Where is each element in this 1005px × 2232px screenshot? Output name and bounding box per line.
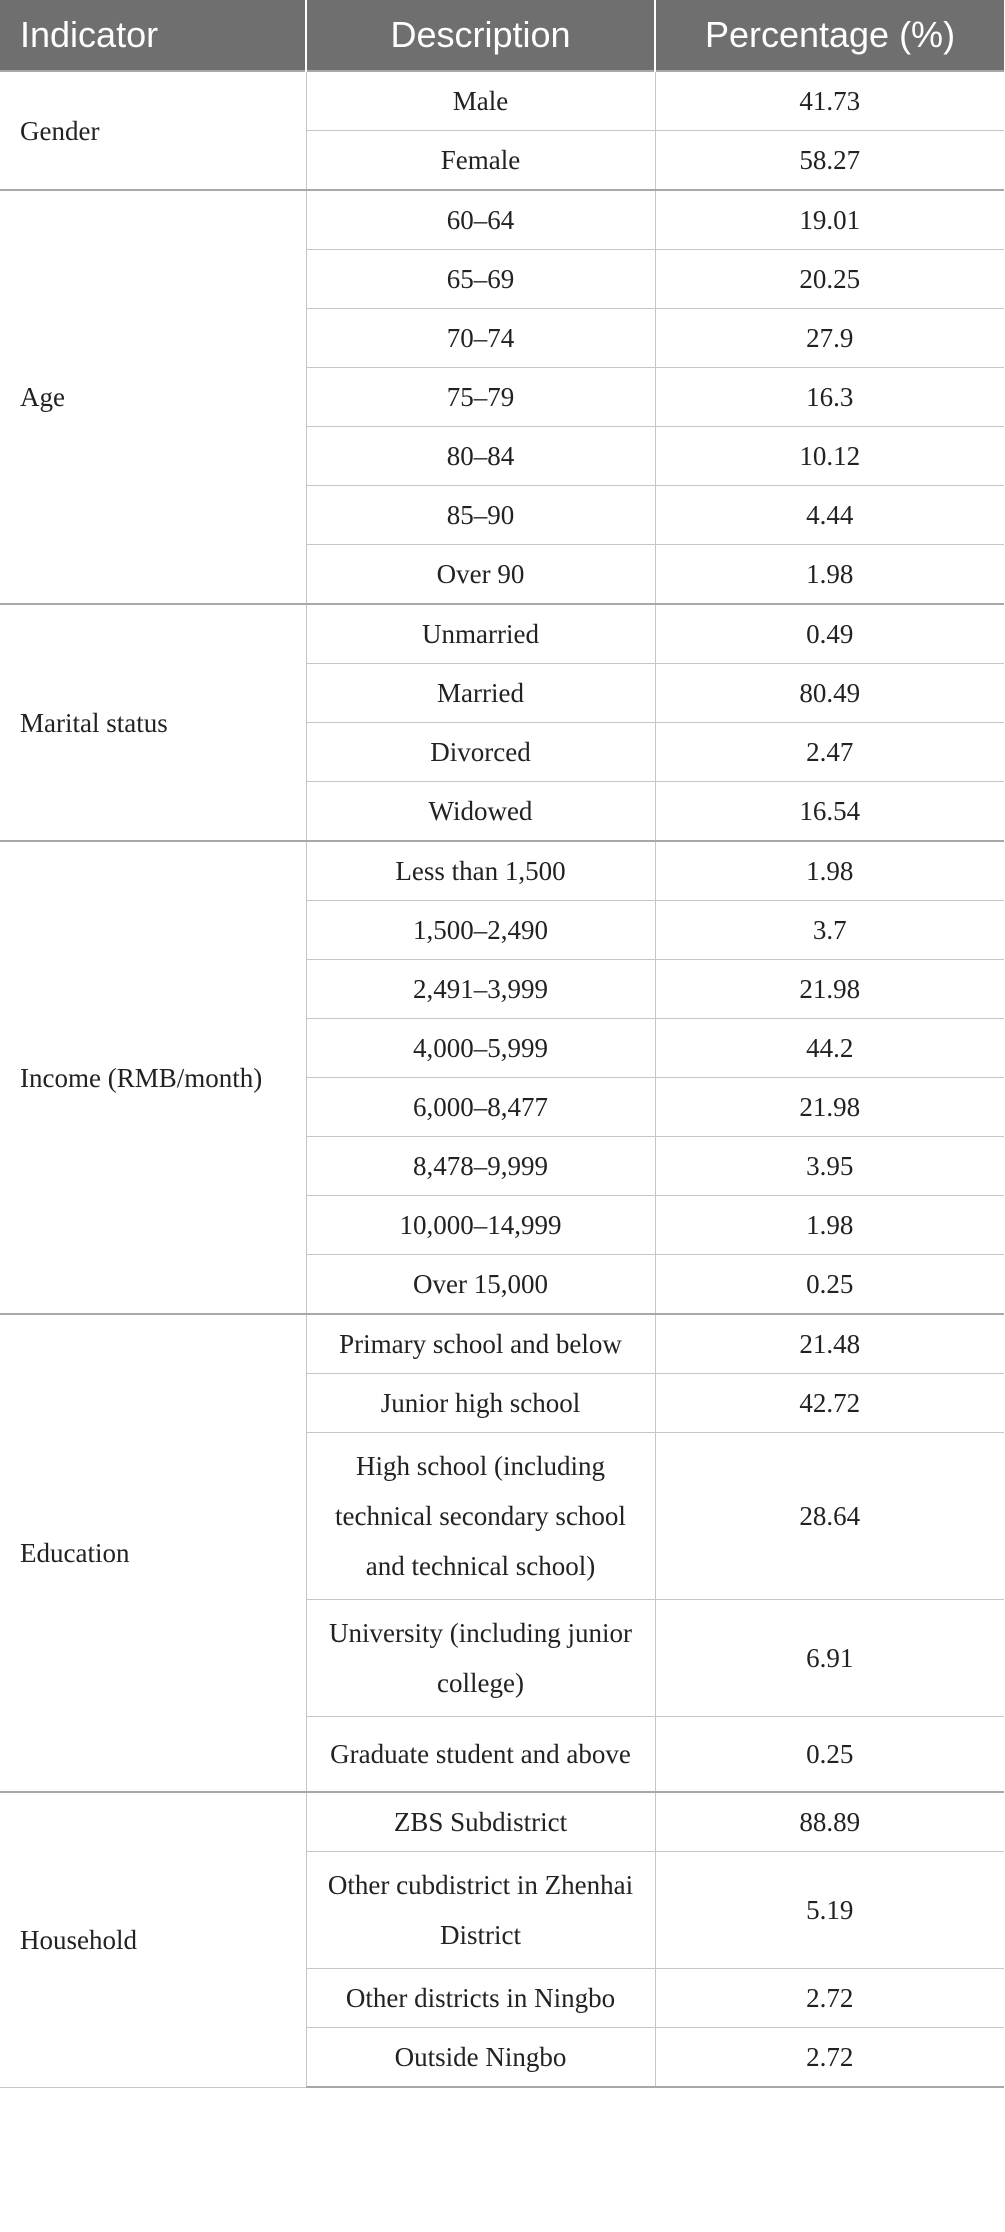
description-cell: 1,500–2,490: [306, 901, 655, 960]
percentage-cell: 88.89: [655, 1792, 1004, 1852]
percentage-cell: 1.98: [655, 1196, 1004, 1255]
percentage-cell: 1.98: [655, 545, 1004, 605]
description-cell: Married: [306, 664, 655, 723]
description-cell: 60–64: [306, 190, 655, 250]
percentage-cell: 4.44: [655, 486, 1004, 545]
description-cell: Primary school and below: [306, 1314, 655, 1374]
description-cell: 4,000–5,999: [306, 1019, 655, 1078]
description-cell: 6,000–8,477: [306, 1078, 655, 1137]
table-header: [0, 0, 1004, 71]
description-cell: ZBS Subdistrict: [306, 1792, 655, 1852]
description-cell: Over 15,000: [306, 1255, 655, 1315]
description-cell: Female: [306, 131, 655, 191]
indicator-cell-income: Income (RMB/month): [0, 841, 306, 1314]
description-cell: 10,000–14,999: [306, 1196, 655, 1255]
percentage-cell: 21.98: [655, 1078, 1004, 1137]
description-cell: Junior high school: [306, 1374, 655, 1433]
table-row: [0, 190, 1004, 250]
description-cell: 85–90: [306, 486, 655, 545]
header-row: [0, 0, 1004, 71]
percentage-cell: 16.54: [655, 782, 1004, 842]
percentage-cell: 0.25: [655, 1717, 1004, 1793]
description-cell: 8,478–9,999: [306, 1137, 655, 1196]
percentage-cell: 2.47: [655, 723, 1004, 782]
description-cell: University (including junior college): [306, 1600, 655, 1717]
table-row: [0, 841, 1004, 901]
description-cell: Widowed: [306, 782, 655, 842]
percentage-cell: 58.27: [655, 131, 1004, 191]
percentage-cell: 20.25: [655, 250, 1004, 309]
percentage-cell: 21.98: [655, 960, 1004, 1019]
table-body: [0, 71, 1004, 2087]
percentage-cell: 21.48: [655, 1314, 1004, 1374]
percentage-cell: 28.64: [655, 1433, 1004, 1600]
indicator-cell-age: Age: [0, 190, 306, 604]
percentage-cell: 19.01: [655, 190, 1004, 250]
indicator-cell-gender: Gender: [0, 71, 306, 190]
indicator-column-header: Indicator: [0, 0, 306, 71]
percentage-cell: 27.9: [655, 309, 1004, 368]
percentage-cell: 2.72: [655, 1969, 1004, 2028]
indicator-cell-marital-status: Marital status: [0, 604, 306, 841]
description-column-header: Description: [306, 0, 655, 71]
description-cell: Over 90: [306, 545, 655, 605]
description-cell: 70–74: [306, 309, 655, 368]
indicator-cell-household: Household: [0, 1792, 306, 2087]
percentage-cell: 80.49: [655, 664, 1004, 723]
percentage-cell: 16.3: [655, 368, 1004, 427]
description-cell: 65–69: [306, 250, 655, 309]
percentage-cell: 3.7: [655, 901, 1004, 960]
table-row: [0, 71, 1004, 131]
percentage-cell: 6.91: [655, 1600, 1004, 1717]
percentage-cell: 1.98: [655, 841, 1004, 901]
percentage-cell: 3.95: [655, 1137, 1004, 1196]
description-cell: Outside Ningbo: [306, 2028, 655, 2088]
table-row: [0, 1314, 1004, 1374]
percentage-cell: 10.12: [655, 427, 1004, 486]
description-cell: Divorced: [306, 723, 655, 782]
description-cell: 2,491–3,999: [306, 960, 655, 1019]
indicator-cell-education: Education: [0, 1314, 306, 1792]
description-cell: High school (including technical secondary school and technical school): [306, 1433, 655, 1600]
percentage-cell: 0.25: [655, 1255, 1004, 1315]
description-cell: 75–79: [306, 368, 655, 427]
percentage-cell: 41.73: [655, 71, 1004, 131]
percentage-cell: 0.49: [655, 604, 1004, 664]
description-cell: Male: [306, 71, 655, 131]
percentage-cell: 5.19: [655, 1852, 1004, 1969]
description-cell: Unmarried: [306, 604, 655, 664]
description-cell: Graduate student and above: [306, 1717, 655, 1793]
percentage-cell: 42.72: [655, 1374, 1004, 1433]
percentage-cell: 44.2: [655, 1019, 1004, 1078]
table-row: [0, 1792, 1004, 1852]
percentage-cell: 2.72: [655, 2028, 1004, 2088]
percentage-column-header: Percentage (%): [655, 0, 1004, 71]
description-cell: Other districts in Ningbo: [306, 1969, 655, 2028]
description-cell: Other cubdistrict in Zhenhai District: [306, 1852, 655, 1969]
description-cell: Less than 1,500: [306, 841, 655, 901]
description-cell: 80–84: [306, 427, 655, 486]
table-row: [0, 604, 1004, 664]
